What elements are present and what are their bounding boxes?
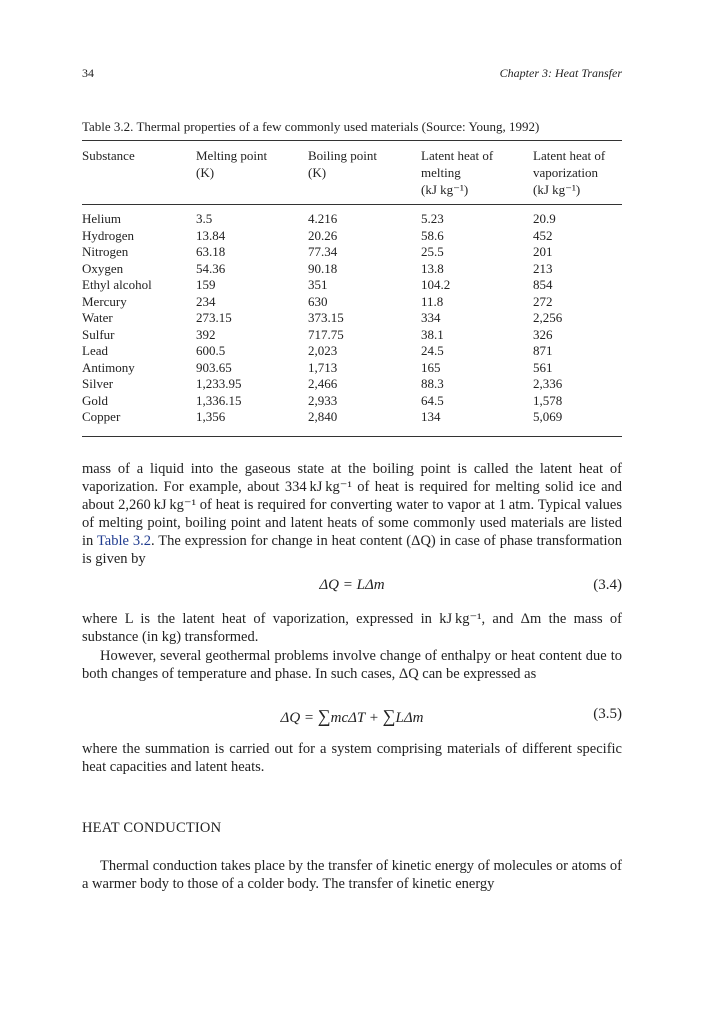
table-cell: 20.26 xyxy=(308,227,338,243)
table-cell: Hydrogen xyxy=(82,227,134,243)
table-cell: 871 xyxy=(533,343,553,358)
table-row xyxy=(82,310,622,327)
table-cell: 24.5 xyxy=(421,343,444,358)
table-cell: 1,233.95 xyxy=(196,376,242,391)
table-cell: 903.65 xyxy=(196,359,232,375)
table-cell: 600.5 xyxy=(196,343,226,358)
table-cell: 38.1 xyxy=(421,326,444,342)
table-cell: Antimony xyxy=(82,359,135,375)
table-row xyxy=(82,360,622,377)
table-cell: Oxygen xyxy=(82,260,124,276)
table-cell: 58.6 xyxy=(421,227,444,243)
table-cell: Nitrogen xyxy=(82,244,129,259)
table-cell: 3.5 xyxy=(196,211,213,226)
paragraph-latent-heat: mass of a liquid into the gaseous state at the boiling point is called the latent heat of vaporization. For example, about 334 kJ kg⁻¹ of heat is required for melting solid ice and about 2,260 kJ kg⁻¹ of heat is required for converting water to vapor at 1 atm. Typical values of melting point, boiling point and latent heats of some commonly used materials are listed in Table 3.2. The expression for change in heat content (ΔQ) in case of phase transformation is given by xyxy=(82,461,622,567)
column-header: Substance xyxy=(82,148,135,163)
table-cell: 13.8 xyxy=(421,260,444,276)
table-cell: 2,256 xyxy=(533,310,563,325)
table-cell: 134 xyxy=(421,409,441,424)
table-cell: 561 xyxy=(533,359,553,375)
table-cell: Helium xyxy=(82,211,121,226)
equation-number: (3.5) xyxy=(593,706,622,722)
table-cell: 2,336 xyxy=(533,376,563,391)
table-cell: Sulfur xyxy=(82,326,115,342)
table-cell: 64.5 xyxy=(421,392,444,408)
table-cell: 273.15 xyxy=(196,310,232,325)
table-cell: 2,023 xyxy=(308,343,338,358)
equation-expression: ΔQ = ∑mcΔT + ∑LΔm xyxy=(280,706,424,726)
table-cell: 1,356 xyxy=(196,409,226,424)
equation-expression: ΔQ = LΔm xyxy=(319,577,385,593)
table-cell: Copper xyxy=(82,409,121,424)
equation-number: (3.4) xyxy=(593,577,622,593)
table-cell: 2,466 xyxy=(308,376,338,391)
table-cell: 717.75 xyxy=(308,326,344,342)
table-row xyxy=(82,294,622,311)
table-cell: 334 xyxy=(421,310,441,325)
table-cell: 63.18 xyxy=(196,244,226,259)
table-cell: 201 xyxy=(533,244,553,259)
table-body xyxy=(82,205,622,437)
table-cell: 234 xyxy=(196,293,216,309)
column-header: Latent heat of melting (kJ kg⁻¹) xyxy=(421,148,494,197)
column-header: Latent heat of vaporization (kJ kg⁻¹) xyxy=(533,148,606,197)
summation-symbol: ∑ xyxy=(382,706,396,726)
table-row xyxy=(82,277,622,294)
table-cell: Ethyl alcohol xyxy=(82,277,152,292)
table-cell: Water xyxy=(82,310,113,325)
table-cell: 2,840 xyxy=(308,409,338,424)
table-cell: 2,933 xyxy=(308,392,338,408)
table-cell: 104.2 xyxy=(421,277,451,292)
paragraph-conduction: Thermal conduction takes place by the transfer of kinetic energy of molecules or atoms of a warmer body to those of a colder body. The transfer of kinetic energy xyxy=(82,858,622,892)
table-reference-link[interactable]: Table 3.2 xyxy=(96,533,151,549)
table-row xyxy=(82,244,622,261)
table-header-row xyxy=(82,141,622,205)
table-cell: 326 xyxy=(533,326,553,342)
table-row xyxy=(82,376,622,393)
table-row xyxy=(82,228,622,245)
column-header: Melting point (K) xyxy=(196,148,268,180)
table-cell: 159 xyxy=(196,277,216,292)
paragraph-enthalpy: However, several geothermal problems involve change of enthalpy or heat content due to both changes of temperature and phase. In such cases, ΔQ can be expressed as xyxy=(82,648,622,682)
table-cell: 4.216 xyxy=(308,211,338,226)
summation-symbol: ∑ xyxy=(317,706,331,726)
table-row xyxy=(82,393,622,410)
table-cell: 351 xyxy=(308,277,328,292)
table-cell: 452 xyxy=(533,227,553,243)
table-cell: 1,336.15 xyxy=(196,392,242,408)
chapter-title: Chapter 3: Heat Transfer xyxy=(499,66,622,80)
table-cell: Silver xyxy=(82,376,114,391)
column-header: Boiling point (K) xyxy=(308,148,377,180)
table-cell: 5.23 xyxy=(421,211,444,226)
table-cell: Gold xyxy=(82,392,108,408)
table-cell: 20.9 xyxy=(533,211,556,226)
paragraph-summation: where the summation is carried out for a system comprising materials of different specific heat capacities and latent heats. xyxy=(82,741,622,775)
table-cell: 630 xyxy=(308,293,328,309)
table-cell: 90.18 xyxy=(308,260,338,276)
table-cell: 54.36 xyxy=(196,260,226,276)
paragraph-where-L: where L is the latent heat of vaporization, expressed in kJ kg⁻¹, and Δm the mass of substance (in kg) transformed. xyxy=(82,611,622,645)
table-cell: 25.5 xyxy=(421,244,444,259)
table-cell: 165 xyxy=(421,359,441,375)
thermal-properties-table xyxy=(82,140,622,437)
table-cell: Lead xyxy=(82,343,108,358)
table-cell: 272 xyxy=(533,293,553,309)
table-cell: 1,713 xyxy=(308,359,338,375)
table-row xyxy=(82,409,622,436)
table-cell: 77.34 xyxy=(308,244,338,259)
table-cell: 13.84 xyxy=(196,227,226,243)
table-cell: 5,069 xyxy=(533,409,563,424)
table-cell: 213 xyxy=(533,260,553,276)
table-cell: 88.3 xyxy=(421,376,444,391)
table-cell: 1,578 xyxy=(533,392,563,408)
table-cell: 854 xyxy=(533,277,553,292)
table-cell: 392 xyxy=(196,326,216,342)
table-row xyxy=(82,343,622,360)
table-row xyxy=(82,205,622,228)
table-caption: Table 3.2. Thermal properties of a few commonly used materials (Source: Young, 1992) xyxy=(82,119,540,134)
table-cell: Mercury xyxy=(82,293,127,309)
table-cell: 373.15 xyxy=(308,310,344,325)
section-heading: HEAT CONDUCTION xyxy=(82,820,222,836)
page-number: 34 xyxy=(82,66,94,80)
table-row xyxy=(82,327,622,344)
table-row xyxy=(82,261,622,278)
table-cell: 11.8 xyxy=(421,293,444,309)
